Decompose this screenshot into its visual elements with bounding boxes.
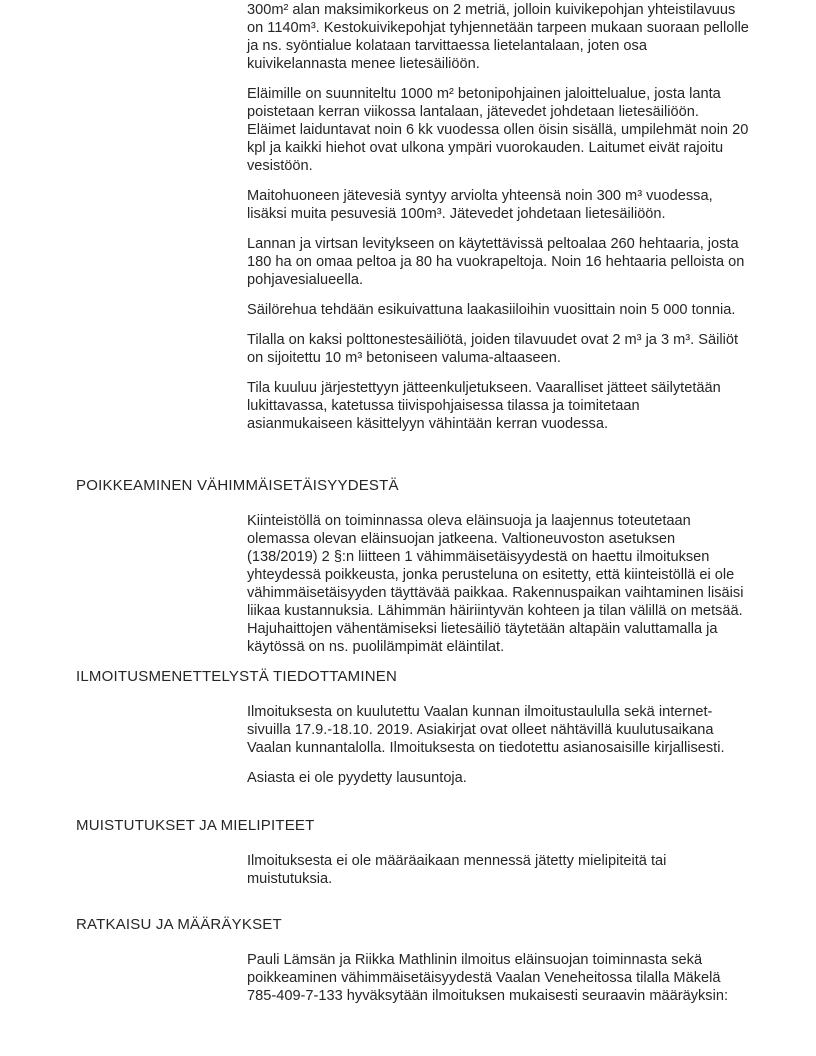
section-heading-muistutukset-ja-mielipiteet: MUISTUTUKSET JA MIELIPITEET: [76, 817, 315, 834]
body-paragraph: Pauli Lämsän ja Riikka Mathlinin ilmoitus eläinsuojan toiminnasta sekä poikkeaminen vähimmäisetäisyydestä Vaalan Veneheitossa tilalla Mäkelä 785-409-7-133 hyväksytään ilmoituksen mukaisesti seuraavin määräyksin:: [247, 952, 729, 1004]
body-paragraph: Kiinteistöllä on toiminnassa oleva eläinsuoja ja laajennus toteutetaan olemassa olevan eläinsuojan jatkeena. Valtioneuvoston asetuksen (138/2019) 2 §:n liitteen 1 vähimmäisetäisyydestä on haettu ilmoituksen yhteydessä poikkeusta, jonka perusteluna on esitetty, että kiinteistöllä ei ole vähimmäisetäisyyden täyttävää paikkaa. Rakennuspaikan vaihtaminen lisäisi liikaa kustannuksia. Lähimmän häiriintyvän kohteen ja tilan välillä on metsää. Hajuhaittojen vähentämiseksi lietesäiliö täytetään altapäin valuttamalla ja käytössä on ns. puolilämpimät eläintilat.: [247, 513, 744, 655]
body-paragraph: Maitohuoneen jätevesiä syntyy arviolta yhteensä noin 300 m³ vuodessa, lisäksi muita pesuvesiä 100m³. Jätevedet johdetaan lietesäiliöön.: [247, 188, 713, 222]
section-heading-poikkeaminen-vahimmaisetaisyydesta: POIKKEAMINEN VÄHIMMÄISETÄISYYDESTÄ: [76, 477, 399, 494]
body-paragraph: Lannan ja virtsan levitykseen on käytettävissä peltoalaa 260 hehtaaria, josta 180 ha on omaa peltoa ja 80 ha vuokrapeltoja. Noin 16 hehtaaria pelloista on pohjavesialueella.: [247, 236, 745, 288]
body-paragraph: Ilmoituksesta on kuulutettu Vaalan kunnan ilmoitustaululla sekä internet-sivuilla 17.9.-18.10. 2019. Asiakirjat ovat olleet nähtävillä kuulutusaikana Vaalan kunnantalolla. Ilmoituksesta on tiedotettu asianosaisille kirjallisesti.: [247, 704, 725, 756]
body-paragraph: Säilörehua tehdään esikuivattuna laakasiiloihin vuosittain noin 5 000 tonnia.: [247, 302, 736, 318]
body-paragraph: Tilalla on kaksi polttonestesäiliötä, joiden tilavuudet ovat 2 m³ ja 3 m³. Säiliöt on sijoitettu 10 m³ betoniseen valuma-altaaseen.: [247, 332, 739, 366]
body-paragraph: Ilmoituksesta ei ole määräaikaan mennessä jätetty mielipiteitä tai muistutuksia.: [247, 853, 667, 887]
body-paragraph: 300m² alan maksimikorkeus on 2 metriä, jolloin kuivikepohjan yhteistilavuus on 1140m³. Kestokuivikepohjat tyhjennetään tarpeen mukaan suoraan pellolle ja ns. syöntialue kolataan tarvittaessa lietelantalaan, joten osa kuivikelannasta menee lietesäiliöön.: [247, 2, 749, 72]
section-heading-ratkaisu-ja-maaraykset: RATKAISU JA MÄÄRÄYKSET: [76, 916, 282, 933]
body-paragraph: Asiasta ei ole pyydetty lausuntoja.: [247, 770, 467, 786]
body-paragraph: Tila kuuluu järjestettyyn jätteenkuljetukseen. Vaaralliset jätteet säilytetään lukittavassa, katetussa tiivispohjaisessa tilassa ja toimitetaan asianmukaiseen käsittelyyn vähintään kerran vuodessa.: [247, 380, 721, 432]
body-paragraph: Eläimille on suunniteltu 1000 m² betonipohjainen jaloittelualue, josta lanta poistetaan kerran viikossa lantalaan, jätevedet johdetaan lietesäiliöön. Eläimet laiduntavat noin 6 kk vuodessa ollen öisin sisällä, umpilehmät noin 20 kpl ja kaikki hiehot ovat ulkona ympäri vuorokauden. Laitumet eivät rajoitu vesistöön.: [247, 86, 749, 174]
section-heading-ilmoitusmenettelysta-tiedottaminen: ILMOITUSMENETTELYSTÄ TIEDOTTAMINEN: [76, 668, 397, 685]
